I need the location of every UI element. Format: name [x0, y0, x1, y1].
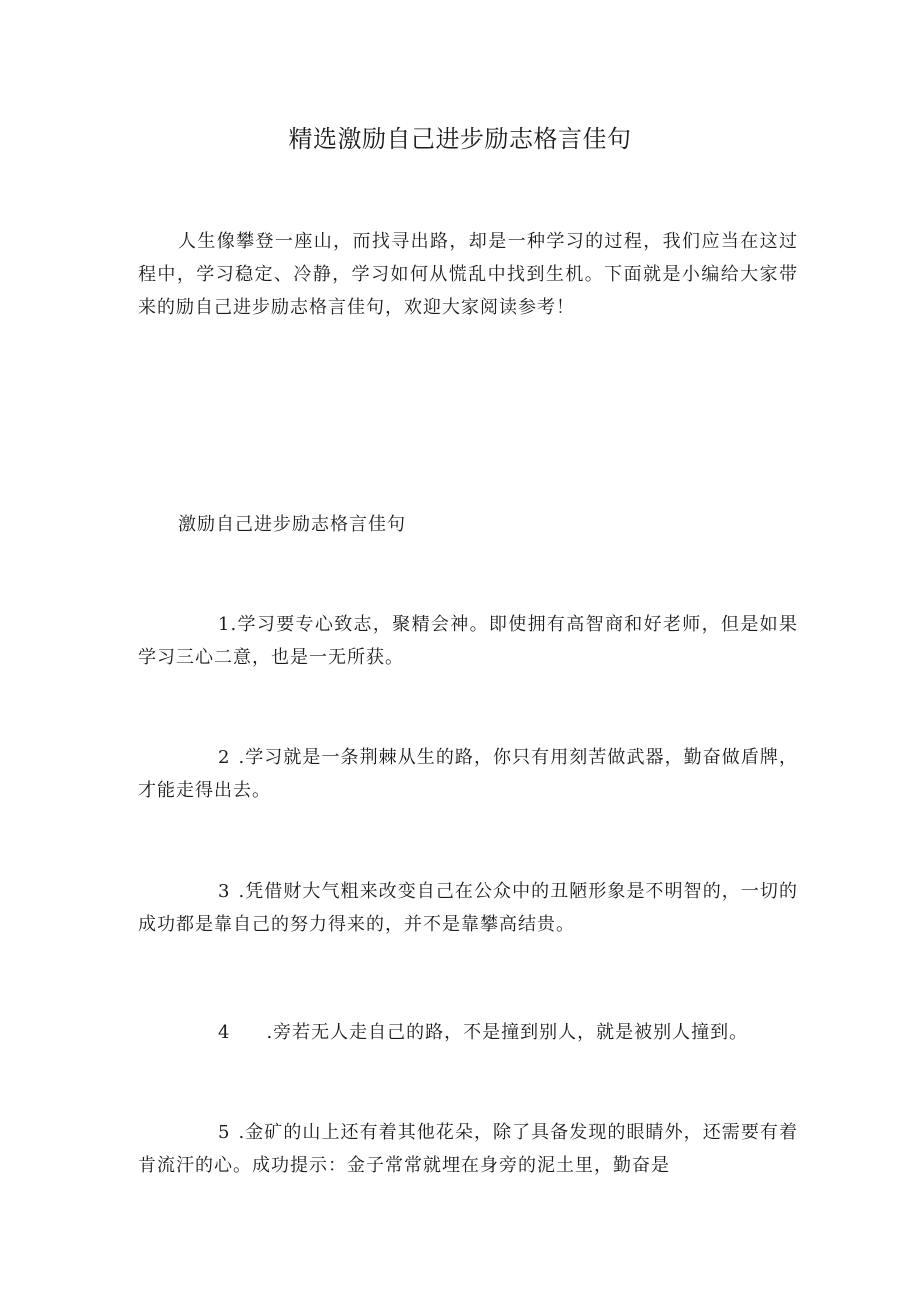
quote-text: .学习要专心致志，聚精会神。即使拥有高智商和好老师，但是如果学习三心二意，也是一无所获。: [138, 614, 798, 668]
quote-text: .学习就是一条荆棘从生的路，你只有用刻苦做武器，勤奋做盾牌，才能走得出去。: [138, 747, 798, 801]
quote-text: .凭借财大气粗来改变自己在公众中的丑陋形象是不明智的，一切的成功都是靠自己的努力得来的，并不是靠攀高结贵。: [138, 881, 798, 935]
quote-item-2: [138, 741, 798, 807]
quote-item-1: [138, 608, 798, 674]
quote-number: 5: [218, 1122, 231, 1143]
section-heading: 激励自己进步励志格言佳句: [178, 514, 406, 535]
intro-paragraph: 人生像攀登一座山，而找寻出路，却是一种学习的过程，我们应当在这过程中，学习稳定、冷静，学习如何从慌乱中找到生机。下面就是小编给大家带来的励自己进步励志格言佳句，欢迎大家阅读参考！: [138, 231, 798, 318]
quote-number: 1: [218, 614, 231, 635]
quote-text: .金矿的山上还有着其他花朵，除了具备发现的眼睛外，还需要有着肯流汗的心。成功提示：金子常常就埋在身旁的泥土里，勤奋是: [138, 1122, 798, 1176]
quote-text: .旁若无人走自己的路，不是撞到别人，就是被别人撞到。: [266, 1022, 749, 1043]
quote-item-4: [138, 1016, 798, 1049]
quote-item-3: [138, 875, 798, 941]
quote-item-5: [138, 1116, 798, 1182]
quote-number: 3: [218, 881, 231, 902]
document-title: 精选激励自己进步励志格言佳句: [288, 125, 632, 153]
quote-number: 4: [218, 1022, 231, 1043]
quote-number: 2: [218, 747, 231, 768]
